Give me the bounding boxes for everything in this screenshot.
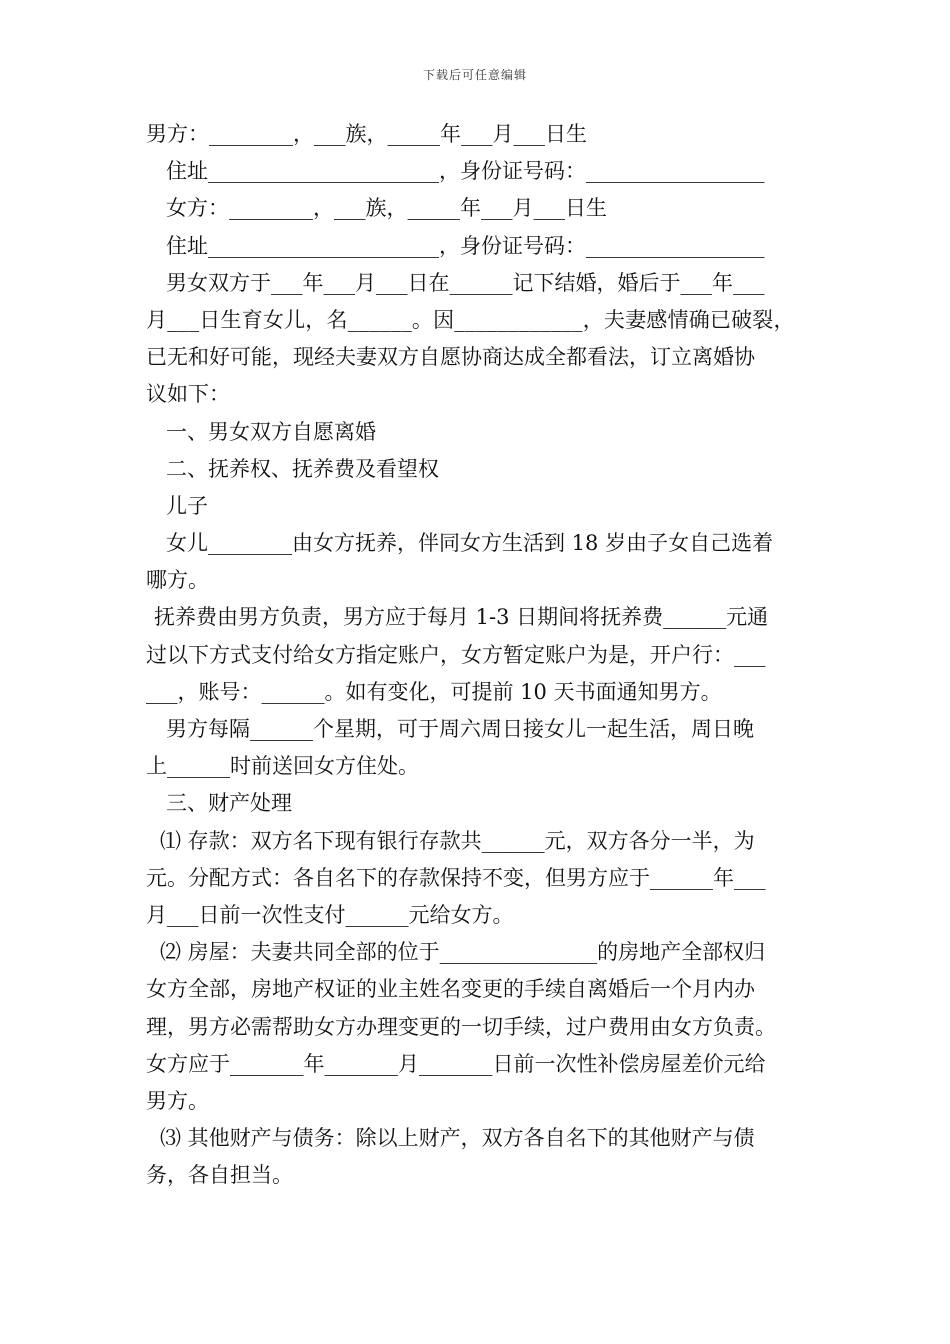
male-address-line: 住址______________________，身份证号码：_________________ [166, 159, 765, 184]
visitation-line-2: 上______时前送回女方住处。 [146, 754, 419, 779]
daughter-line-1: 女儿________由女方抚养，伴同女方生活到 18 岁由子女自己选着 [166, 531, 774, 556]
deposit-line-2: 元。分配方式：各自名下的存款保持不变，但男方应于______年___ [146, 865, 766, 890]
daughter-line-2: 哪方。 [146, 568, 209, 593]
section-3-heading: 三、财产处理 [166, 791, 292, 816]
other-property-line-1: ⑶ 其他财产与债务：除以上财产，双方各自名下的其他财产与债 [160, 1126, 755, 1151]
house-line-2: 女方全部，房地产权证的业主姓名变更的手续自离婚后一个月内办 [146, 977, 755, 1002]
section-1-heading: 一、男女双方自愿离婚 [166, 419, 376, 444]
other-property-line-2: 务，各自担当。 [146, 1163, 293, 1188]
deposit-line-3: 月___日前一次性支付______元给女方。 [146, 902, 514, 927]
house-line-5: 男方。 [146, 1088, 209, 1113]
male-party-line: 男方：________，___族，_____年___月___日生 [146, 122, 587, 146]
marriage-paragraph-line-1: 男女双方于___年___月___日在______记下结婚，婚后于___年___ [166, 270, 765, 295]
son-line: 儿子 [166, 493, 208, 518]
document-body [146, 116, 814, 1194]
house-line-1: ⑵ 房屋：夫妻共同全部的位于_______________的房地产全部权归 [160, 940, 766, 965]
marriage-paragraph-line-2: 月___日生育女儿，名______。因____________，夫妻感情确已破裂， [146, 307, 795, 332]
female-party-line: 女方：________，___族，_____年___月___日生 [166, 196, 607, 221]
support-fee-line-1: 抚养费由男方负责，男方应于每月 1-3 日期间将抚养费______元通 [154, 605, 769, 630]
marriage-paragraph-line-4: 议如下： [146, 382, 230, 407]
visitation-line-1: 男方每隔______个星期，可于周六周日接女儿一起生活，周日晚 [166, 717, 754, 741]
support-fee-line-2: 过以下方式支付给女方指定账户，女方暂定账户为是，开户行：___ [146, 642, 766, 667]
female-address-line: 住址______________________，身份证号码：_________________ [166, 233, 765, 258]
marriage-paragraph-line-3: 已无和好可能，现经夫妻双方自愿协商达成全都看法，订立离婚协 [146, 345, 755, 370]
house-line-3: 理，男方必需帮助女方办理变更的一切手续，过户费用由女方负责。 [146, 1014, 776, 1039]
section-2-heading: 二、抚养权、抚养费及看望权 [166, 456, 439, 481]
support-fee-line-3: ___，账号：______。如有变化，可提前 10 天书面通知男方。 [146, 679, 722, 704]
house-line-4: 女方应于_______年_______月_______日前一次性补偿房屋差价元给 [146, 1051, 766, 1076]
deposit-line-1: ⑴ 存款：双方名下现有银行存款共______元，双方各分一半，为 [160, 828, 755, 853]
page-header: 下载后可任意编辑 [422, 68, 527, 82]
